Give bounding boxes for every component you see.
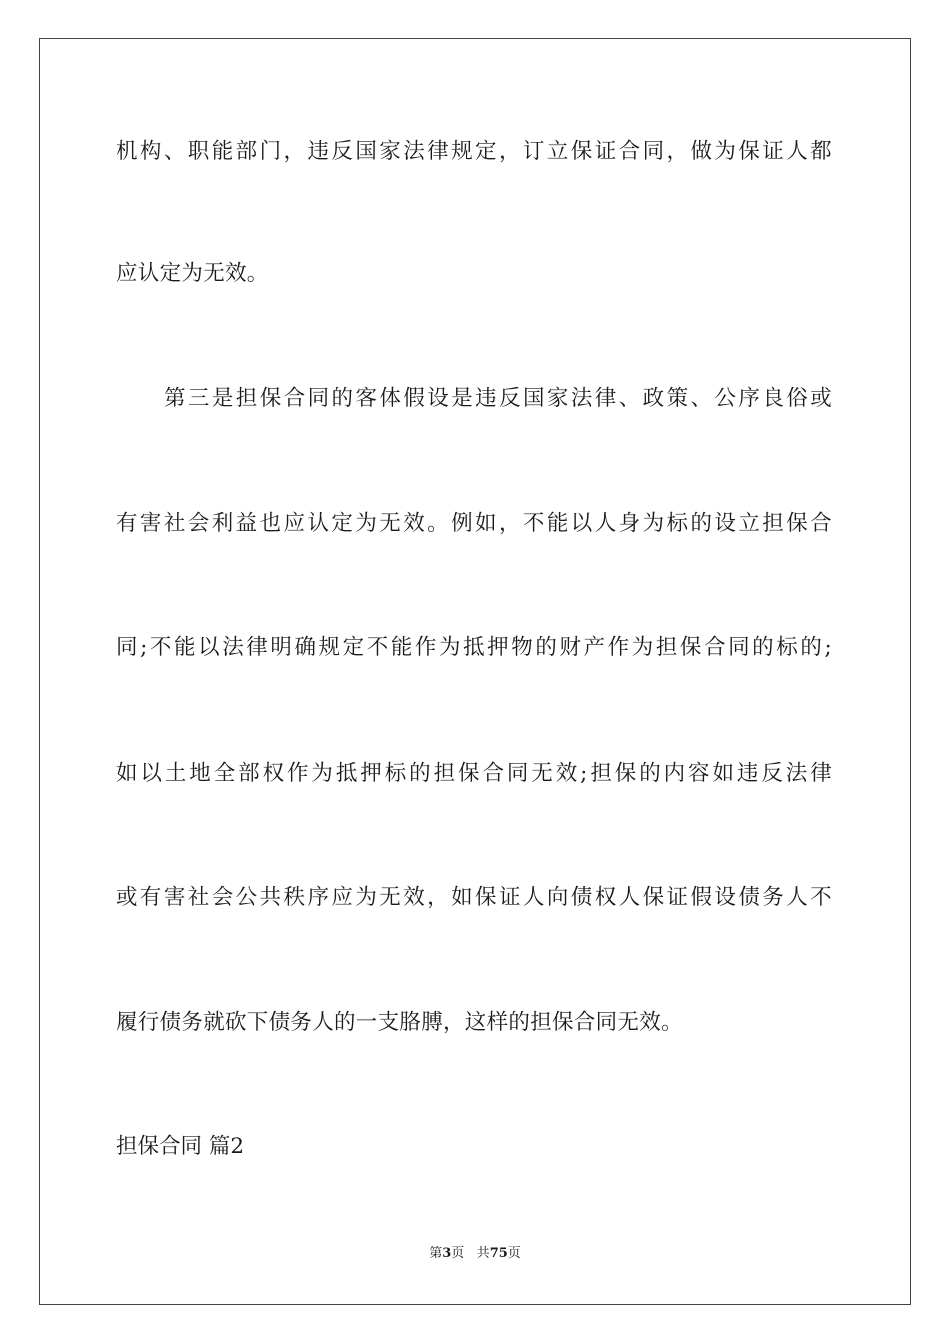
body-line-2: 应认定为无效。 [116, 261, 269, 286]
page-border [39, 38, 911, 1305]
page-prefix: 第 [429, 1246, 443, 1261]
body-line-6: 如以土地全部权作为抵押标的担保合同无效;担保的内容如违反法律 [116, 761, 832, 786]
total-prefix: 共 [476, 1246, 490, 1261]
body-line-1: 机构、职能部门，违反国家法律规定，订立保证合同，做为保证人都 [116, 139, 832, 164]
page-suffix: 页 [451, 1246, 465, 1261]
page-footer [0, 1245, 950, 1263]
body-line-5: 同;不能以法律明确规定不能作为抵押物的财产作为担保合同的标的; [116, 635, 832, 660]
body-line-3: 第三是担保合同的客体假设是违反国家法律、政策、公序良俗或 [164, 386, 832, 411]
total-suffix: 页 [507, 1246, 521, 1261]
total-pages: 75 [489, 1246, 508, 1261]
body-line-8: 履行债务就砍下债务人的一支胳膊，这样的担保合同无效。 [116, 1010, 683, 1035]
body-line-7: 或有害社会公共秩序应为无效，如保证人向债权人保证假设债务人不 [116, 885, 832, 910]
body-line-4: 有害社会利益也应认定为无效。例如，不能以人身为标的设立担保合 [116, 511, 832, 536]
section-heading: 担保合同 篇2 [116, 1134, 245, 1159]
page-number: 3 [442, 1246, 452, 1261]
